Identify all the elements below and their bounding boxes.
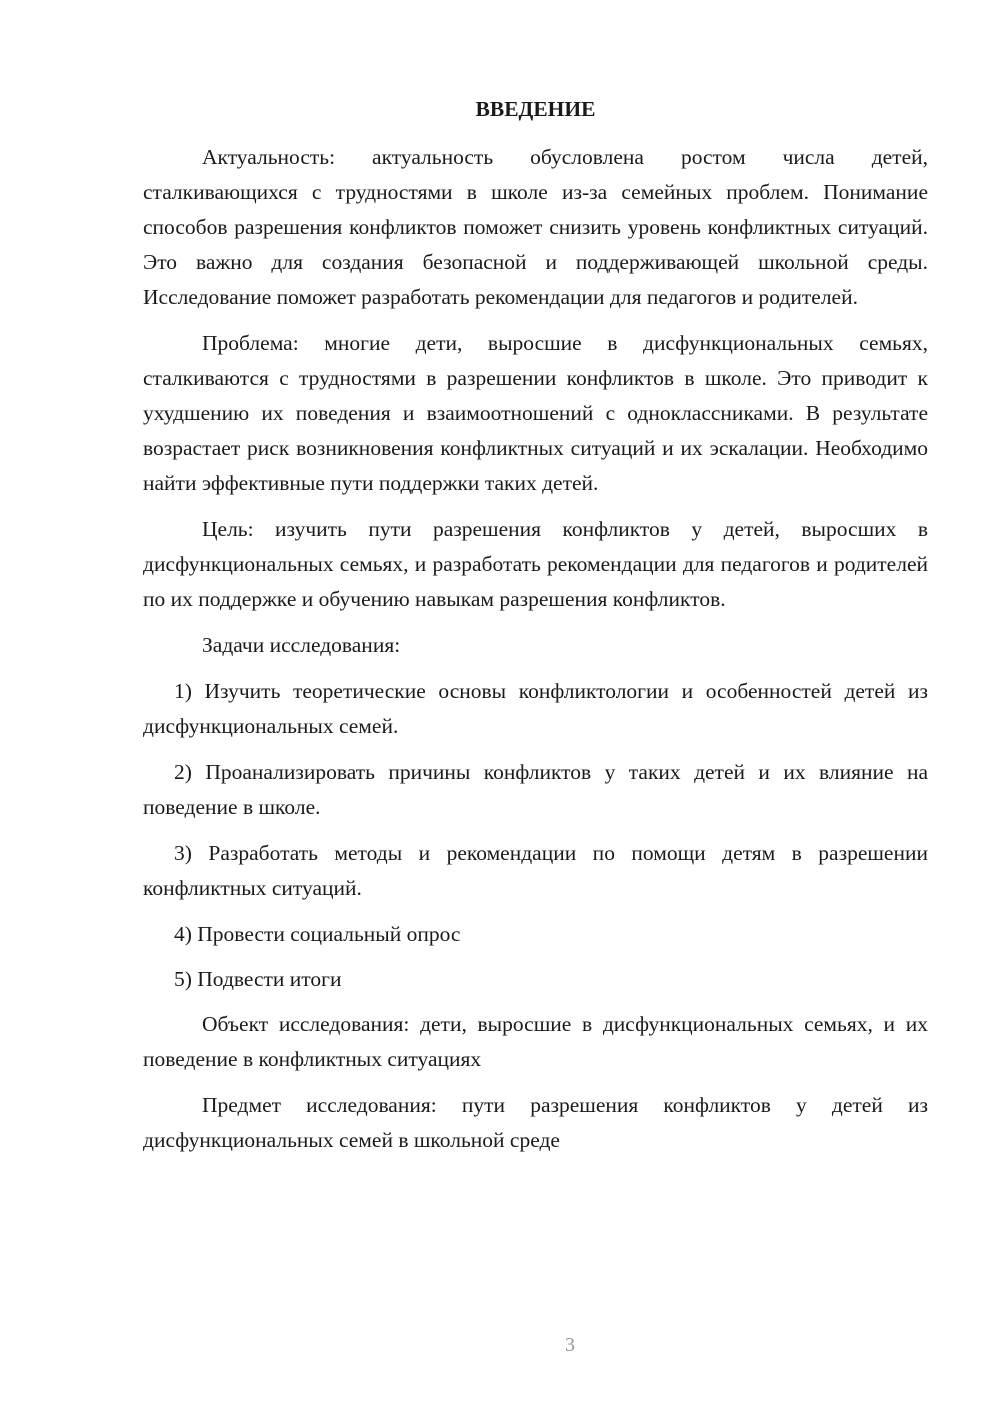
task-item-1: 1) Изучить теоретические основы конфликтологии и особенностей детей из дисфункциональных семей. [143, 679, 928, 738]
goal-paragraph: Цель: изучить пути разрешения конфликтов у детей, выросших в дисфункциональных семьях, и разработать рекомендации для педагогов и родителей по их поддержке и обучению навыкам разрешения конфликтов. [143, 517, 928, 611]
object-paragraph: Объект исследования: дети, выросшие в дисфункциональных семьях, и их поведение в конфликтных ситуациях [143, 1012, 928, 1071]
page-number: 3 [565, 1334, 575, 1356]
tasks-heading: Задачи исследования: [202, 633, 401, 657]
subject-paragraph: Предмет исследования: пути разрешения конфликтов у детей из дисфункциональных семей в школьной среде [143, 1093, 928, 1152]
task-item-2: 2) Проанализировать причины конфликтов у таких детей и их влияние на поведение в школе. [143, 760, 928, 819]
section-title: ВВЕДЕНИЕ [475, 97, 596, 121]
task-item-5: 5) Подвести итоги [174, 967, 342, 991]
document-page [143, 92, 928, 1158]
problem-paragraph: Проблема: многие дети, выросшие в дисфункциональных семьях, сталкиваются с трудностями в разрешении конфликтов в школе. Это приводит к ухудшению их поведения и взаимоотношений с одноклассниками. В результате возрастает риск возникновения конфликтных ситуаций и их эскалации. Необходимо найти эффективные пути поддержки таких детей. [143, 331, 928, 495]
task-item-3: 3) Разработать методы и рекомендации по помощи детям в разрешении конфликтных ситуаций. [143, 841, 928, 900]
task-item-4: 4) Провести социальный опрос [174, 922, 461, 946]
relevance-paragraph: Актуальность: актуальность обусловлена ростом числа детей, сталкивающихся с трудностями в школе из-за семейных проблем. Понимание способов разрешения конфликтов поможет снизить уровень конфликтных ситуаций. Это важно для создания безопасной и поддерживающей школьной среды. Исследование поможет разработать рекомендации для педагогов и родителей. [143, 145, 928, 309]
